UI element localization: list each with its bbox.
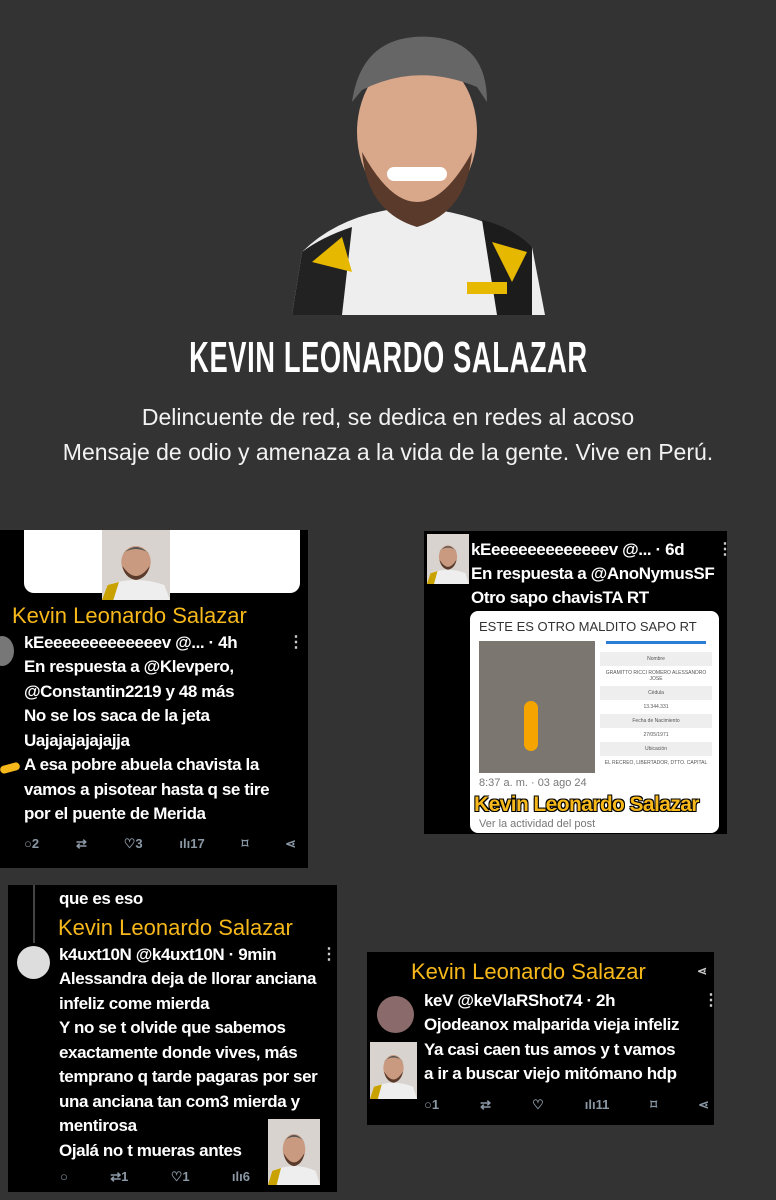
post-timestamp: 8:37 a. m. · 03 ago 24 <box>479 777 587 789</box>
previous-post-text: que es eso <box>59 889 143 908</box>
post-line: Ojodeanox malparida vieja infeliz <box>424 1015 680 1034</box>
like-button[interactable]: ♡3 <box>123 836 143 851</box>
post-line: En respuesta a @Klevpero, <box>24 657 234 676</box>
retweet-button[interactable]: ⇄ <box>75 836 87 851</box>
retweet-button[interactable]: ⇄ <box>480 1097 492 1112</box>
views-button[interactable]: ılı11 <box>584 1097 610 1112</box>
portrait-photo <box>282 12 545 315</box>
reply-button[interactable]: ○2 <box>24 836 40 851</box>
post-body <box>24 655 269 827</box>
post-username[interactable]: kEeeeeeeeeeeeeev @... · 6d <box>471 540 685 559</box>
post-line: mentirosa <box>59 1116 137 1135</box>
post-line: Ya casi caen tus amos y t vamos <box>424 1039 676 1059</box>
post-actions <box>424 1097 709 1113</box>
post-username[interactable]: keV @keVlaRShot74 · 2h <box>424 991 616 1010</box>
post-line: En respuesta a @AnoNymusSF <box>471 564 715 583</box>
post-line: @Constantin2219 y 48 más <box>24 681 235 701</box>
kevin-photo-thumbnail <box>268 1119 320 1185</box>
post-line: temprano q tarde pagaras por ser <box>59 1067 318 1086</box>
post-line: por el puente de Merida <box>24 804 206 823</box>
pointing-hand-icon <box>0 762 21 775</box>
bookmark-icon[interactable]: ⌑ <box>650 1097 658 1112</box>
more-options-icon[interactable]: ⋮ <box>703 992 719 1009</box>
kevin-photo-thumbnail <box>370 1042 417 1099</box>
page-title: KEVIN LEONARDO SALAZAR <box>188 333 588 382</box>
views-button[interactable]: ılı6 <box>231 1169 250 1184</box>
post-screenshot-3 <box>8 885 337 1192</box>
post-line: vamos a pisotear hasta q se tire <box>24 779 270 799</box>
post-line: una anciana tan com3 mierda y <box>59 1091 300 1111</box>
reply-button[interactable]: ○1 <box>424 1097 440 1112</box>
name-overlay: Kevin Leonardo Salazar <box>411 959 646 984</box>
post-line: Ojalá no t mueras antes <box>59 1140 242 1160</box>
reply-button[interactable]: ○ <box>60 1169 68 1184</box>
post-screenshot-4 <box>367 952 719 1125</box>
post-line: Y no se t olvide que sabemos <box>59 1018 286 1037</box>
post-screenshot-2 <box>424 531 733 834</box>
share-icon[interactable]: ⋖ <box>285 836 296 851</box>
description-line-2: Mensaje de odio y amenaza a la vida de la gente. Vive en Perú. <box>62 439 714 465</box>
name-overlay: Kevin Leonardo Salazar <box>58 915 293 940</box>
post-body <box>424 1013 679 1087</box>
post-username[interactable]: kEeeeeeeeeeeeeev @... · 4h <box>24 633 238 652</box>
more-options-icon[interactable]: ⋮ <box>321 946 337 963</box>
post-line: Alessandra deja de llorar anciana <box>59 969 317 988</box>
description-line-1: Delincuente de red, se dedica en redes al acoso <box>141 404 635 430</box>
like-button[interactable]: ♡ <box>532 1097 544 1112</box>
post-line: infeliz come mierda <box>59 993 210 1013</box>
post-screenshot-1 <box>0 530 308 868</box>
kevin-photo-thumbnail <box>102 530 170 600</box>
retweet-button[interactable]: ⇄1 <box>110 1169 129 1184</box>
burning-photo <box>479 641 595 773</box>
post-line: A esa pobre abuela chavista la <box>24 755 259 774</box>
post-actions <box>24 836 296 852</box>
user-avatar[interactable] <box>377 996 414 1033</box>
share-icon[interactable]: ⋖ <box>698 1097 709 1112</box>
kevin-photo-avatar <box>427 534 469 584</box>
user-avatar[interactable] <box>17 946 50 979</box>
post-actions <box>60 1169 250 1185</box>
card-title: ESTE ES OTRO MALDITO SAPO RT <box>479 619 697 634</box>
bookmark-icon[interactable]: ⌑ <box>241 836 249 851</box>
post-username[interactable]: k4uxt10N @k4uxt10N · 9min <box>59 945 277 964</box>
view-activity-link[interactable]: Ver la actividad del post <box>479 818 596 830</box>
more-options-icon[interactable]: ⋮ <box>717 541 733 558</box>
name-overlay: Kevin Leonardo Salazar <box>474 793 699 816</box>
post-line: Otro sapo chavisTA RT <box>471 588 649 607</box>
post-line: Uajajajajajajja <box>24 730 130 750</box>
name-overlay: Kevin Leonardo Salazar <box>12 603 247 628</box>
more-options-icon[interactable]: ⋮ <box>288 634 304 651</box>
post-line: exactamente donde vives, más <box>59 1042 298 1062</box>
like-button[interactable]: ♡1 <box>170 1169 190 1184</box>
share-icon[interactable]: ⋖ <box>697 964 708 978</box>
id-record: Nombre GRAMITTO RICCI ROMERO ALESSANDRO JOSE Cédula 13.344.331 Fecha de Nacimiento 27/05/1971 Ubicación EL RECREO, LIBERTADOR, DTTO. CAPITAL <box>600 639 712 770</box>
user-avatar[interactable] <box>0 636 14 666</box>
post-line: a ir a buscar viejo mitómano hdp <box>424 1064 677 1083</box>
post-line: No se los saca de la jeta <box>24 706 210 725</box>
views-button[interactable]: ılı17 <box>179 836 205 851</box>
